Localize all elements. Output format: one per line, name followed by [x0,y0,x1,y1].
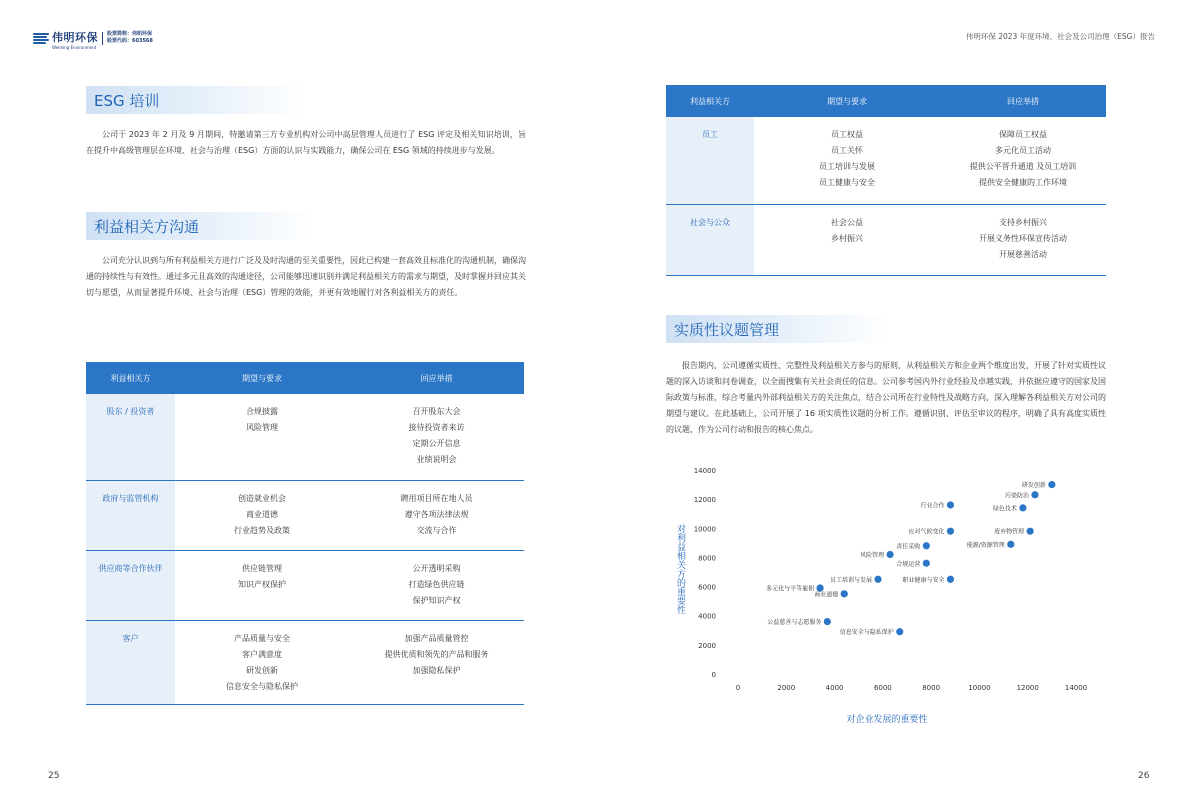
report-title: 伟明环保 2023 年度环境、社会及公司治理（ESG）报告 [965,32,1155,41]
table-row [86,550,524,620]
x-tick-label: 2000 [777,684,796,692]
y-tick-label: 4000 [698,612,716,621]
x-axis-label: 对企业发展的重要性 [846,715,928,725]
scatter-point [887,551,894,558]
point-label: 行业合作 [920,502,945,510]
y-tick-label: 8000 [698,554,716,563]
point-label: 污染防治 [1004,492,1029,500]
point-label: 公益慈善与志愿服务 [767,619,822,627]
col-header-expectation: 期望与要求 [175,362,349,394]
page-number-right: 26 [1138,771,1150,781]
col-header-stakeholder: 利益相关方 [666,85,754,117]
stakeholder-name: 政府与监管机构 [86,480,175,550]
stakeholder-name: 社会与公众 [666,204,754,275]
scatter-point [947,576,954,583]
col-header-stakeholder: 利益相关方 [86,362,175,394]
point-label: 应对气候变化 [908,528,945,536]
y-tick-label: 6000 [698,583,716,592]
stakeholder-table-left [86,362,524,705]
stakeholder-name: 供应商等合作伙伴 [86,550,175,620]
y-tick-label: 0 [711,671,716,679]
y-tick-label: 10000 [693,525,716,534]
scatter-point [1019,504,1026,511]
scatter-point [896,628,903,635]
expectation-cell: 社会公益 乡村振兴 [754,204,940,275]
y-tick-label: 2000 [698,641,716,650]
scatter-point [947,501,954,508]
point-label: 绿色技术 [992,505,1017,513]
y-tick-label: 14000 [693,467,716,475]
point-label: 责任采购 [896,543,921,551]
stakeholder-name: 客户 [86,620,175,704]
materiality-matrix-chart [666,462,1106,732]
stock-code: 股票代码：603568 [107,38,153,44]
scatter-point [923,542,930,549]
materiality-paragraph: 报告期内，公司遵循实质性、完整性及利益相关方参与的原则，从利益相关方和企业两个维度出发，开展了针对实质性议题的深入访谈和问卷调查，以全面搜集有关社会责任的信息。公司参考国内外行业经验及卓越实践，并依据应遵守的国家及国际政策与标准，综合考量内外部利益相关方的关注焦点，结合公司所在行业特性及战略方向，深入理解各利益相关方对公司的期望与建议。在此基础上，公司开展了 16 项实质性议题的分析工作。遵循识别、评估至审议的程序，明确了具有高度实质性的议题，作为公司行动和报告的核心焦点。 [666,361,1106,434]
expectation-cell: 创造就业机会 商业道德 行业趋势及政策 [175,480,349,550]
col-header-expectation: 期望与要求 [754,85,940,117]
point-label: 风险管理 [860,552,885,560]
stakeholder-communication-paragraph: 公司充分认识到与所有利益相关方进行广泛及及时沟通的至关重要性，因此已构建一套高效且标准化的沟通机制，确保沟通的持续性与有效性。通过多元且高效的沟通途径，公司能够迅速识别并满足利益相关方的需求与期望，及时掌握并回应其关切与愿望，从而显著提升环境、社会与治理（ESG）管理的效能，并更有效地履行对各利益相关方的责任。 [86,256,526,297]
col-header-response: 回应举措 [940,85,1106,117]
point-label: 合规运营 [896,560,921,568]
logo-english-name: Weiming Environment [52,45,97,50]
scatter-point [1007,541,1014,548]
response-cell: 加强产品质量管控 提供优质和领先的产品和服务 加强隐私保护 [349,620,524,704]
expectation-cell: 供应链管理 知识产权保护 [175,550,349,620]
company-logo [33,30,153,50]
point-label: 研发创新 [1021,482,1046,490]
point-label: 能源/资源管理 [966,541,1005,549]
table-row [86,620,524,704]
col-header-response: 回应举措 [349,362,524,394]
scatter-point [923,560,930,567]
scatter-point [824,618,831,625]
x-tick-label: 10000 [968,684,991,692]
y-axis-label: 对利益相关方的重要性 [675,524,685,614]
scatter-point [947,528,954,535]
response-cell: 公开透明采购 打造绿色供应链 保护知识产权 [349,550,524,620]
section-title-stakeholder-communication: 利益相关方沟通 [86,212,316,240]
point-label: 信息安全与隐私保护 [839,629,894,637]
scatter-point [841,590,848,597]
x-tick-label: 6000 [873,684,892,692]
response-cell: 聘用项目所在地人员 遵守各项法律法规 交流与合作 [349,480,524,550]
page-number-left: 25 [48,771,60,781]
table-row [666,204,1106,275]
point-label: 员工培训与发展 [830,576,873,584]
table-row [86,480,524,550]
section-title-materiality: 实质性议题管理 [666,315,891,343]
response-cell: 保障员工权益 多元化员工活动 提供公平晋升通道 及员工培训 提供安全健康的工作环境 [940,117,1106,204]
scatter-point [1027,528,1034,535]
response-cell: 召开股东大会 接待投资者来访 定期公开信息 业绩说明会 [349,394,524,480]
response-cell: 支持乡村振兴 开展义务性环保宣传活动 开展慈善活动 [940,204,1106,275]
stakeholder-table-right [666,85,1106,276]
x-tick-label: 0 [735,684,741,692]
x-tick-label: 12000 [1016,684,1039,692]
wave-logo-icon [33,32,49,45]
scatter-point [1031,491,1038,498]
point-label: 职业健康与安全 [902,576,945,584]
esg-training-paragraph: 公司于 2023 年 2 月及 9 月期间，特邀请第三方专业机构对公司中高层管理人员进行了 ESG 评定及相关知识培训，旨在提升中高级管理层在环境、社会与治理（ESG）方面的认识与实践能力，确保公司在 ESG 领域的持续进步与发展。 [86,130,526,155]
point-label: 多元化与平等雇佣 [766,585,815,593]
x-tick-label: 4000 [825,684,844,692]
x-tick-label: 8000 [922,684,941,692]
stock-abbreviation: 股票简称：伟明环保 [107,31,153,37]
expectation-cell: 员工权益 员工关怀 员工培训与发展 员工健康与安全 [754,117,940,204]
table-row [86,394,524,480]
expectation-cell: 合规披露 风险管理 [175,394,349,480]
section-title-esg-training: ESG 培训 [86,86,306,114]
expectation-cell: 产品质量与安全 客户满意度 研发创新 信息安全与隐私保护 [175,620,349,704]
point-label: 废弃物管理 [994,528,1025,536]
point-label: 商业道德 [814,591,839,599]
logo-name: 伟明环保 [52,31,98,44]
y-tick-label: 12000 [693,496,716,505]
stakeholder-name: 股东 / 投资者 [86,394,175,480]
stakeholder-name: 员工 [666,117,754,204]
x-tick-label: 14000 [1064,684,1088,692]
scatter-point [1048,481,1055,488]
scatter-point [874,576,881,583]
table-row [666,117,1106,204]
